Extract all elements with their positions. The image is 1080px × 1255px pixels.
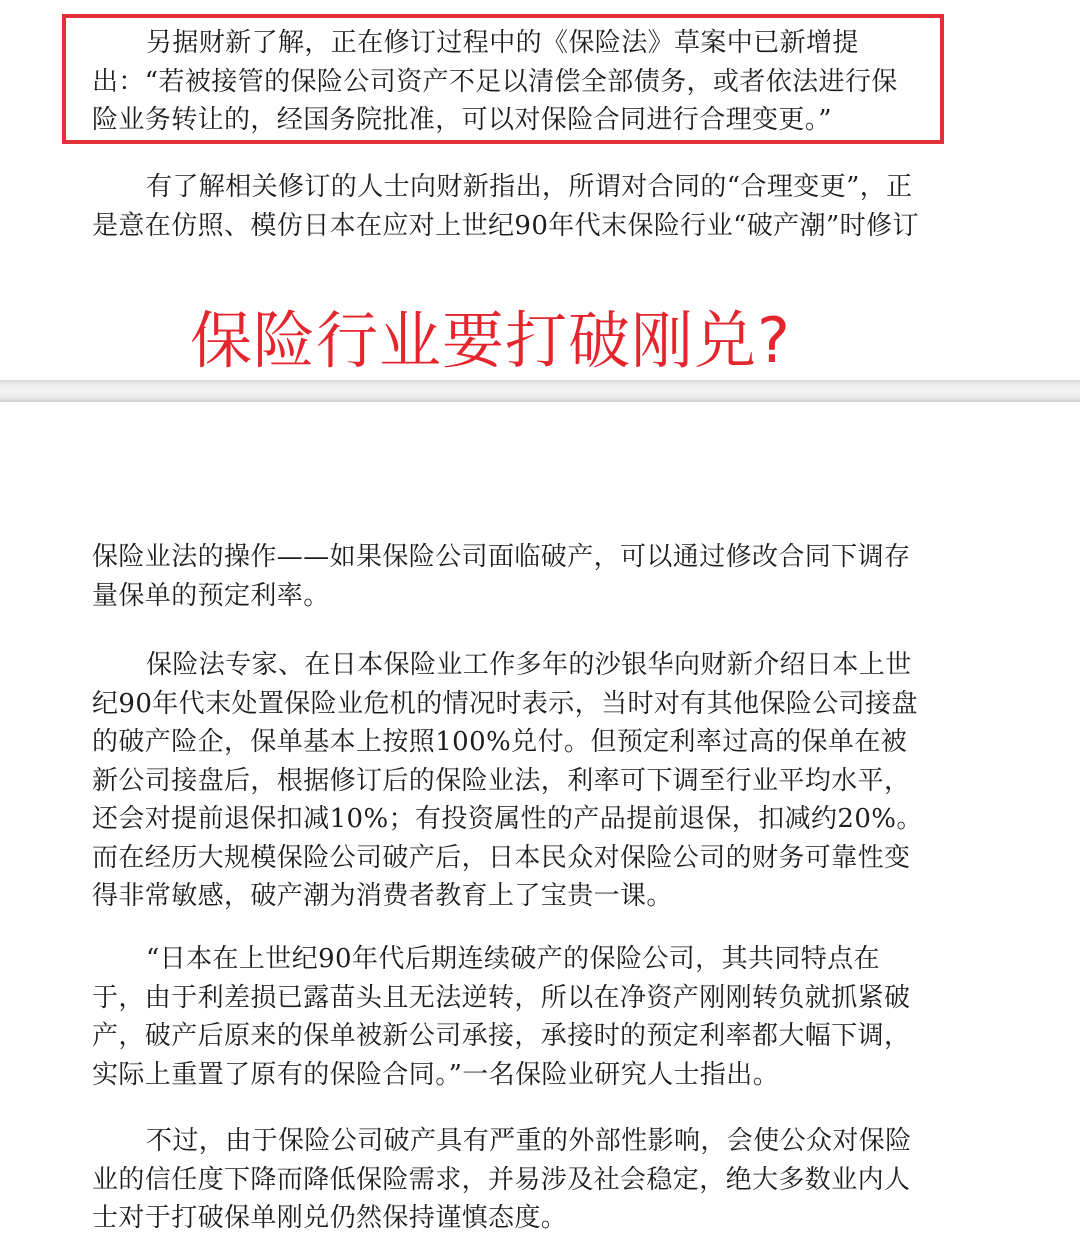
paragraph xyxy=(92,168,952,245)
text-line: 有了解相关修订的人士向财新指出，所谓对合同的“合理变更”，正 xyxy=(146,172,913,202)
page-separator xyxy=(0,380,1080,402)
text-line: 而在经历大规模保险公司破产后，日本民众对保险公司的财务可靠性变 xyxy=(92,842,911,873)
paragraph xyxy=(92,538,952,615)
text-line: 保险业法的操作——如果保险公司面临破产，可以通过修改合同下调存 xyxy=(92,542,911,572)
text-line: 是意在仿照、模仿日本在应对上世纪90年代末保险行业“破产潮”时修订 xyxy=(92,210,919,241)
document-page-top xyxy=(0,0,1080,380)
text-line: 产，破产后原来的保单被新公司承接，承接时的预定利率都大幅下调， xyxy=(92,1021,911,1051)
text-line: 险业务转让的，经国务院批准，可以对保险合同进行合理变更。” xyxy=(92,105,832,135)
paragraph xyxy=(92,940,952,1094)
text-line: 业的信任度下降而降低保险需求，并易涉及社会稳定，绝大多数业内人 xyxy=(92,1164,911,1195)
text-line: 于，由于利差损已露苗头且无法逆转，所以在净资产刚刚转负就抓紧破 xyxy=(92,982,911,1013)
text-line: 纪90年代末处置保险业危机的情况时表示，当时对有其他保险公司接盘 xyxy=(92,688,918,719)
text-line: 还会对提前退保扣减10%；有投资属性的产品提前退保，扣减约20%。 xyxy=(92,804,923,834)
text-line: 保险法专家、在日本保险业工作多年的沙银华向财新介绍日本上世 xyxy=(146,650,912,680)
text-line: “日本在上世纪90年代后期连续破产的保险公司，其共同特点在 xyxy=(146,944,880,974)
paragraph xyxy=(92,646,952,916)
text-line: 不过，由于保险公司破产具有严重的外部性影响，会使公众对保险 xyxy=(146,1126,912,1156)
text-line: 另据财新了解，正在修订过程中的《保险法》草案中已新增提 xyxy=(146,28,859,58)
highlighted-paragraph xyxy=(92,24,952,140)
text-line: 士对于打破保单刚兑仍然保持谨慎态度。 xyxy=(92,1203,568,1233)
text-line: 新公司接盘后，根据修订后的保险业法，利率可下调至行业平均水平， xyxy=(92,765,911,796)
red-headline: 保险行业要打破刚兑? xyxy=(190,304,791,377)
text-line: 出：“若被接管的保险公司资产不足以清偿全部债务，或者依法进行保 xyxy=(92,66,898,97)
text-line: 量保单的预定利率。 xyxy=(92,580,330,611)
text-line: 得非常敏感，破产潮为消费者教育上了宝贵一课。 xyxy=(92,881,673,911)
document-page-bottom xyxy=(0,402,1080,1255)
paragraph xyxy=(92,1122,952,1238)
text-line: 的破产险企，保单基本上按照100%兑付。但预定利率过高的保单在被 xyxy=(92,727,908,757)
text-line: 实际上重置了原有的保险合同。”一名保险业研究人士指出。 xyxy=(92,1059,780,1090)
